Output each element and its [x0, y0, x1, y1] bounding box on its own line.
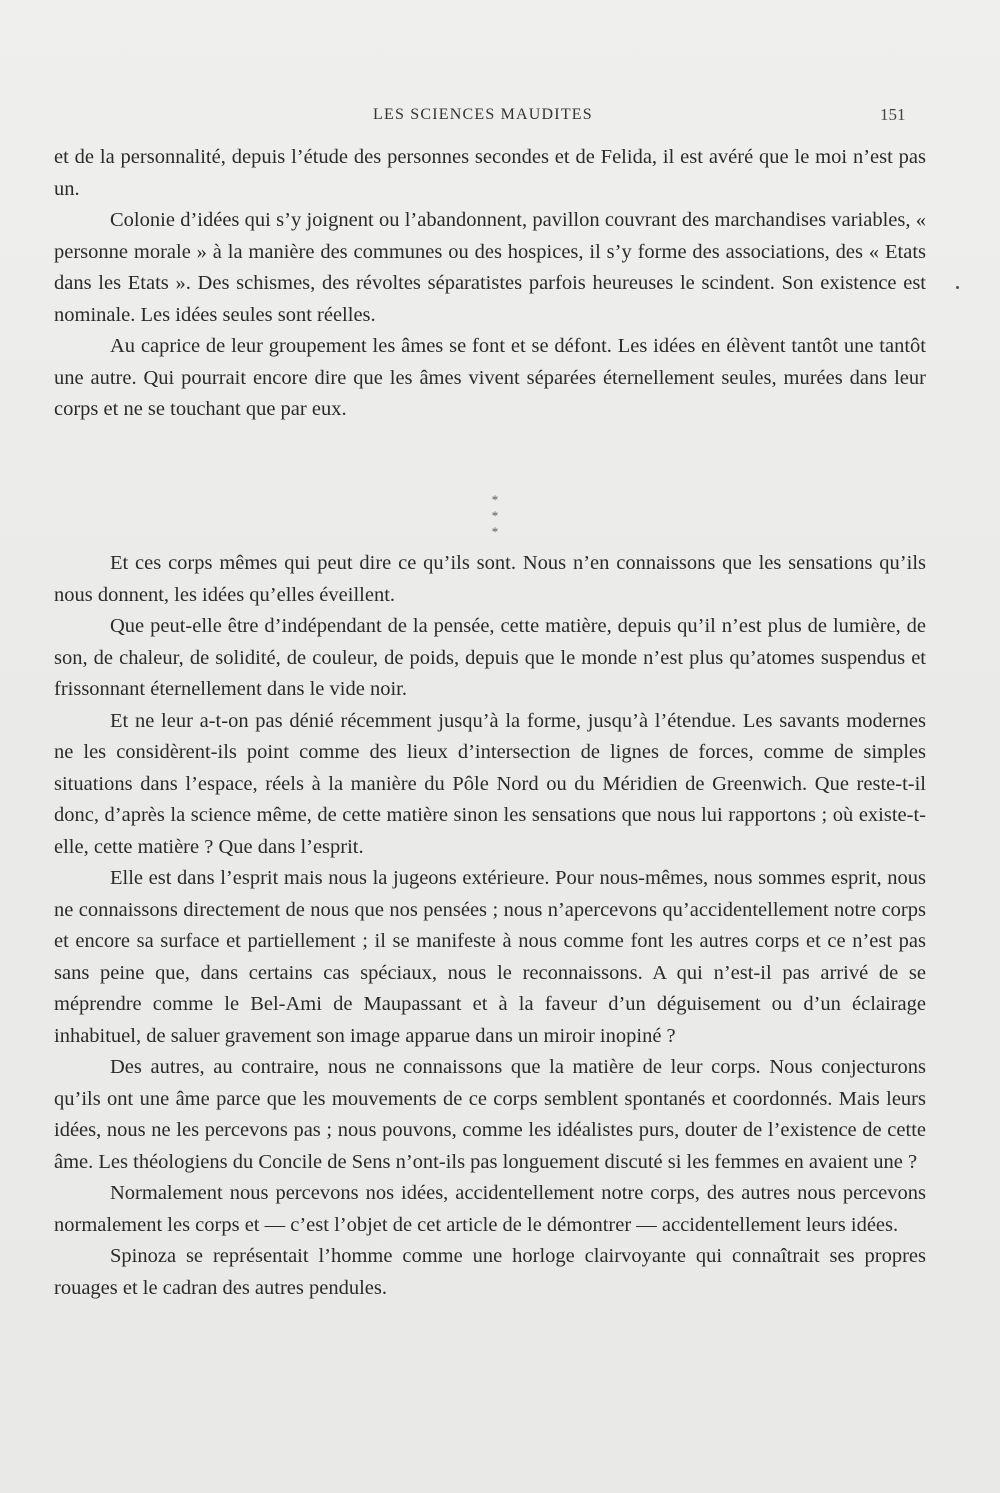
paragraph: Et ne leur a-t-on pas dénié récemment jusqu’à la forme, jusqu’à l’étendue. Les savants modernes ne les considèrent-ils point comme des lieux d’intersection de lignes de forces, comme de simples situations dans l’espace, réels à la manière du Pôle Nord ou du Méridien de Greenwich. Que reste-t-il donc, d’après la science même, de cette matière sinon les sensations que nous lui rapportons ; où existe-t-elle, cette matière ? Que dans l’esprit. — [54, 709, 926, 858]
paragraph: Au caprice de leur groupement les âmes se font et se défont. Les idées en élèvent tantôt une tantôt une autre. Qui pourrait encore dire que les âmes vivent séparées éternellement seules, murées dans leur corps et ne se touchant que par eux. — [54, 335, 926, 420]
text-block-before-break — [54, 142, 926, 426]
ink-speck — [956, 286, 959, 289]
paragraph: Spinoza se représentait l’homme comme une horloge clairvoyante qui connaîtrait ses propres rouages et le cadran des autres pendules. — [54, 1245, 926, 1299]
paragraph: Et ces corps mêmes qui peut dire ce qu’ils sont. Nous n’en connaissons que les sensations qu’ils nous donnent, les idées qu’elles éveillent. — [54, 552, 926, 606]
asterism-top: * — [491, 492, 499, 507]
paragraph: Colonie d’idées qui s’y joignent ou l’abandonnent, pavillon couvrant des marchandises variables, « personne morale » à la manière des communes ou des hospices, il s’y forme des associations, des « Etats dans les Etats ». Des schismes, des révoltes séparatistes parfois heureuses le scindent. Son existence est nominale. Les idées seules sont réelles. — [54, 209, 926, 326]
paragraph: Elle est dans l’esprit mais nous la jugeons extérieure. Pour nous-mêmes, nous sommes esprit, nous ne connaissons directement de nous que nos pensées ; nous n’apercevons qu’accidentellement notre corps et encore sa surface et partiellement ; il se manifeste à nous comme font les autres corps et ce n’est pas sans peine que, dans certains cas spéciaux, nous le reconnaissons. A qui n’est-il pas arrivé de se méprendre comme le Bel-Ami de Maupassant et à la faveur d’un déguisement ou d’un éclairage inhabituel, de saluer gravement son image apparue dans un miroir inopiné ? — [54, 867, 926, 1047]
paragraph-continuation: et de la personnalité, depuis l’étude des personnes secondes et de Felida, il est avéré que le moi n’est pas un. — [54, 146, 926, 200]
section-break-asterism — [470, 492, 520, 539]
paragraph: Des autres, au contraire, nous ne connaissons que la matière de leur corps. Nous conjecturons qu’ils ont une âme parce que les mouvements de ce corps semblent spontanés et coordonnés. Mais leurs idées, nous ne les percevons pas ; nous pouvons, comme les idéalistes purs, douter de l’existence de cette âme. Les théologiens du Concile de Sens n’ont-ils pas longuement discuté si les femmes en avaient une ? — [54, 1056, 926, 1173]
asterism-bottom: * * — [491, 508, 513, 539]
paragraph: Que peut-elle être d’indépendant de la pensée, cette matière, depuis qu’il n’est plus de lumière, de son, de chaleur, de solidité, de couleur, de poids, depuis que le monde n’est plus qu’atomes suspendus et frissonnant éternellement dans le vide noir. — [54, 615, 926, 700]
running-head — [0, 106, 1000, 130]
text-block-after-break — [54, 548, 926, 1304]
paragraph: Normalement nous percevons nos idées, accidentellement notre corps, des autres nous percevons normalement les corps et — c’est l’objet de cet article de le démontrer — accidentellement leurs idées. — [54, 1182, 926, 1236]
page-number: 151 — [880, 105, 906, 124]
running-title: LES SCIENCES MAUDITES — [373, 106, 593, 123]
